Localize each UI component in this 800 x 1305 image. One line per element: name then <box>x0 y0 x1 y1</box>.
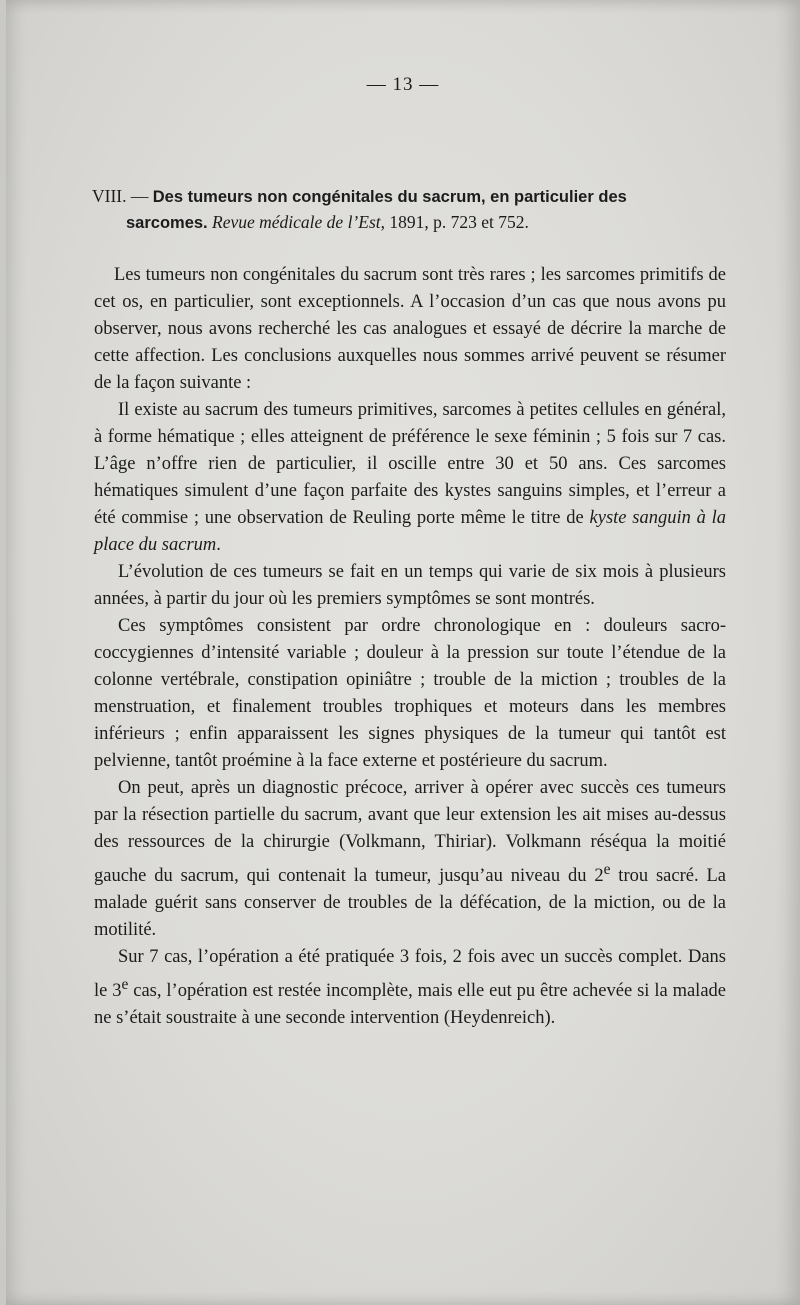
citation-details: , 1891, p. 723 et 752. <box>380 212 529 232</box>
journal-name: Revue médicale de l’Est <box>212 212 381 232</box>
section-title-line2: sarcomes. <box>126 214 208 232</box>
paragraph-2 <box>94 397 726 559</box>
paragraph-4: Ces symptômes consistent par ordre chronologique en : douleurs sacro-coccygiennes d’intensité variable ; douleur à la pression sur toute l’étendue de la colonne vertébrale, constipation opiniâtre ; trouble de la miction ; troubles de la menstruation, et finalement troubles trophiques et moteurs dans les membres inférieurs ; enfin apparaissent les signes physiques de la tumeur qui tantôt est pelvienne, tantôt proémine à la face externe et postérieure du sacrum. <box>94 616 726 771</box>
paragraph-1: Les tumeurs non congénitales du sacrum sont très rares ; les sarcomes primitifs de cet os, en particulier, sont exceptionnels. A l’occasion d’un cas que nous avons pu observer, nous avons recherché les cas analogues et essayé de décrire la marche de cette affection. Les conclusions auxquelles nous sommes arrivé peuvent se résumer de la façon suivante : <box>94 265 726 393</box>
section-heading-line1 <box>92 184 712 210</box>
paragraph-6 <box>94 944 726 1032</box>
paragraph-2-text: Il existe au sacrum des tumeurs primitives, sarcomes à petites cellules en général, à forme hématique ; elles atteignent de préférence le sexe féminin ; 5 fois sur 7 cas. L’âge n’offre rien de particulier, il oscille entre 30 et 50 ans. Ces sarcomes hématiques simulent d’une façon parfaite des kystes sanguins simples, et l’erreur a été commise ; une observation de Reuling porte même le titre de <box>94 400 726 528</box>
section-dash: — <box>126 186 153 206</box>
section-heading-line2 <box>92 210 712 236</box>
paragraph-2-italic-title: kyste sanguin à la place du sacrum <box>94 508 726 555</box>
paragraph-5 <box>94 775 726 944</box>
section-title-line1: Des tumeurs non congénitales du sacrum, en particulier des <box>152 188 627 206</box>
paragraph-6-text: Sur 7 cas, l’opération a été pratiquée 3 fois, 2 fois avec un succès complet. Dans le 3 <box>94 947 726 1002</box>
section-number: VIII. <box>92 186 127 206</box>
paragraph-6-superscript: e <box>121 976 129 994</box>
paragraph-6-end: cas, l’opération est restée incomplète, mais elle eut pu être achevée si la malade ne s’était soustraite à une seconde intervention (Heydenreich). <box>94 981 726 1029</box>
paragraph-5-text: On peut, après un diagnostic précoce, arriver à opérer avec succès ces tumeurs par la résection partielle du sacrum, avant que leur extension les ait mises au-dessus des ressources de la chirurgie (Volkmann, Thiriar). Volkmann réséqua la moitié gauche du sacrum, qui contenait la tumeur, jusqu’au niveau du 2 <box>94 778 726 887</box>
paragraph-5-superscript: e <box>603 861 611 878</box>
page-number: — 13 — <box>366 74 440 95</box>
paragraph-3: L’évolution de ces tumeurs se fait en un temps qui varie de six mois à plusieurs années, à partir du jour où les premiers symptômes se sont montrés. <box>94 562 726 609</box>
paragraph-2-end: . <box>216 535 221 555</box>
body-text <box>94 262 726 1032</box>
paragraph-5-end: trou sacré. La malade guérit sans conserver de troubles de la défécation, de la miction, ou de la motilité. <box>94 866 726 941</box>
section-heading <box>92 184 712 236</box>
document-page <box>6 0 800 1305</box>
